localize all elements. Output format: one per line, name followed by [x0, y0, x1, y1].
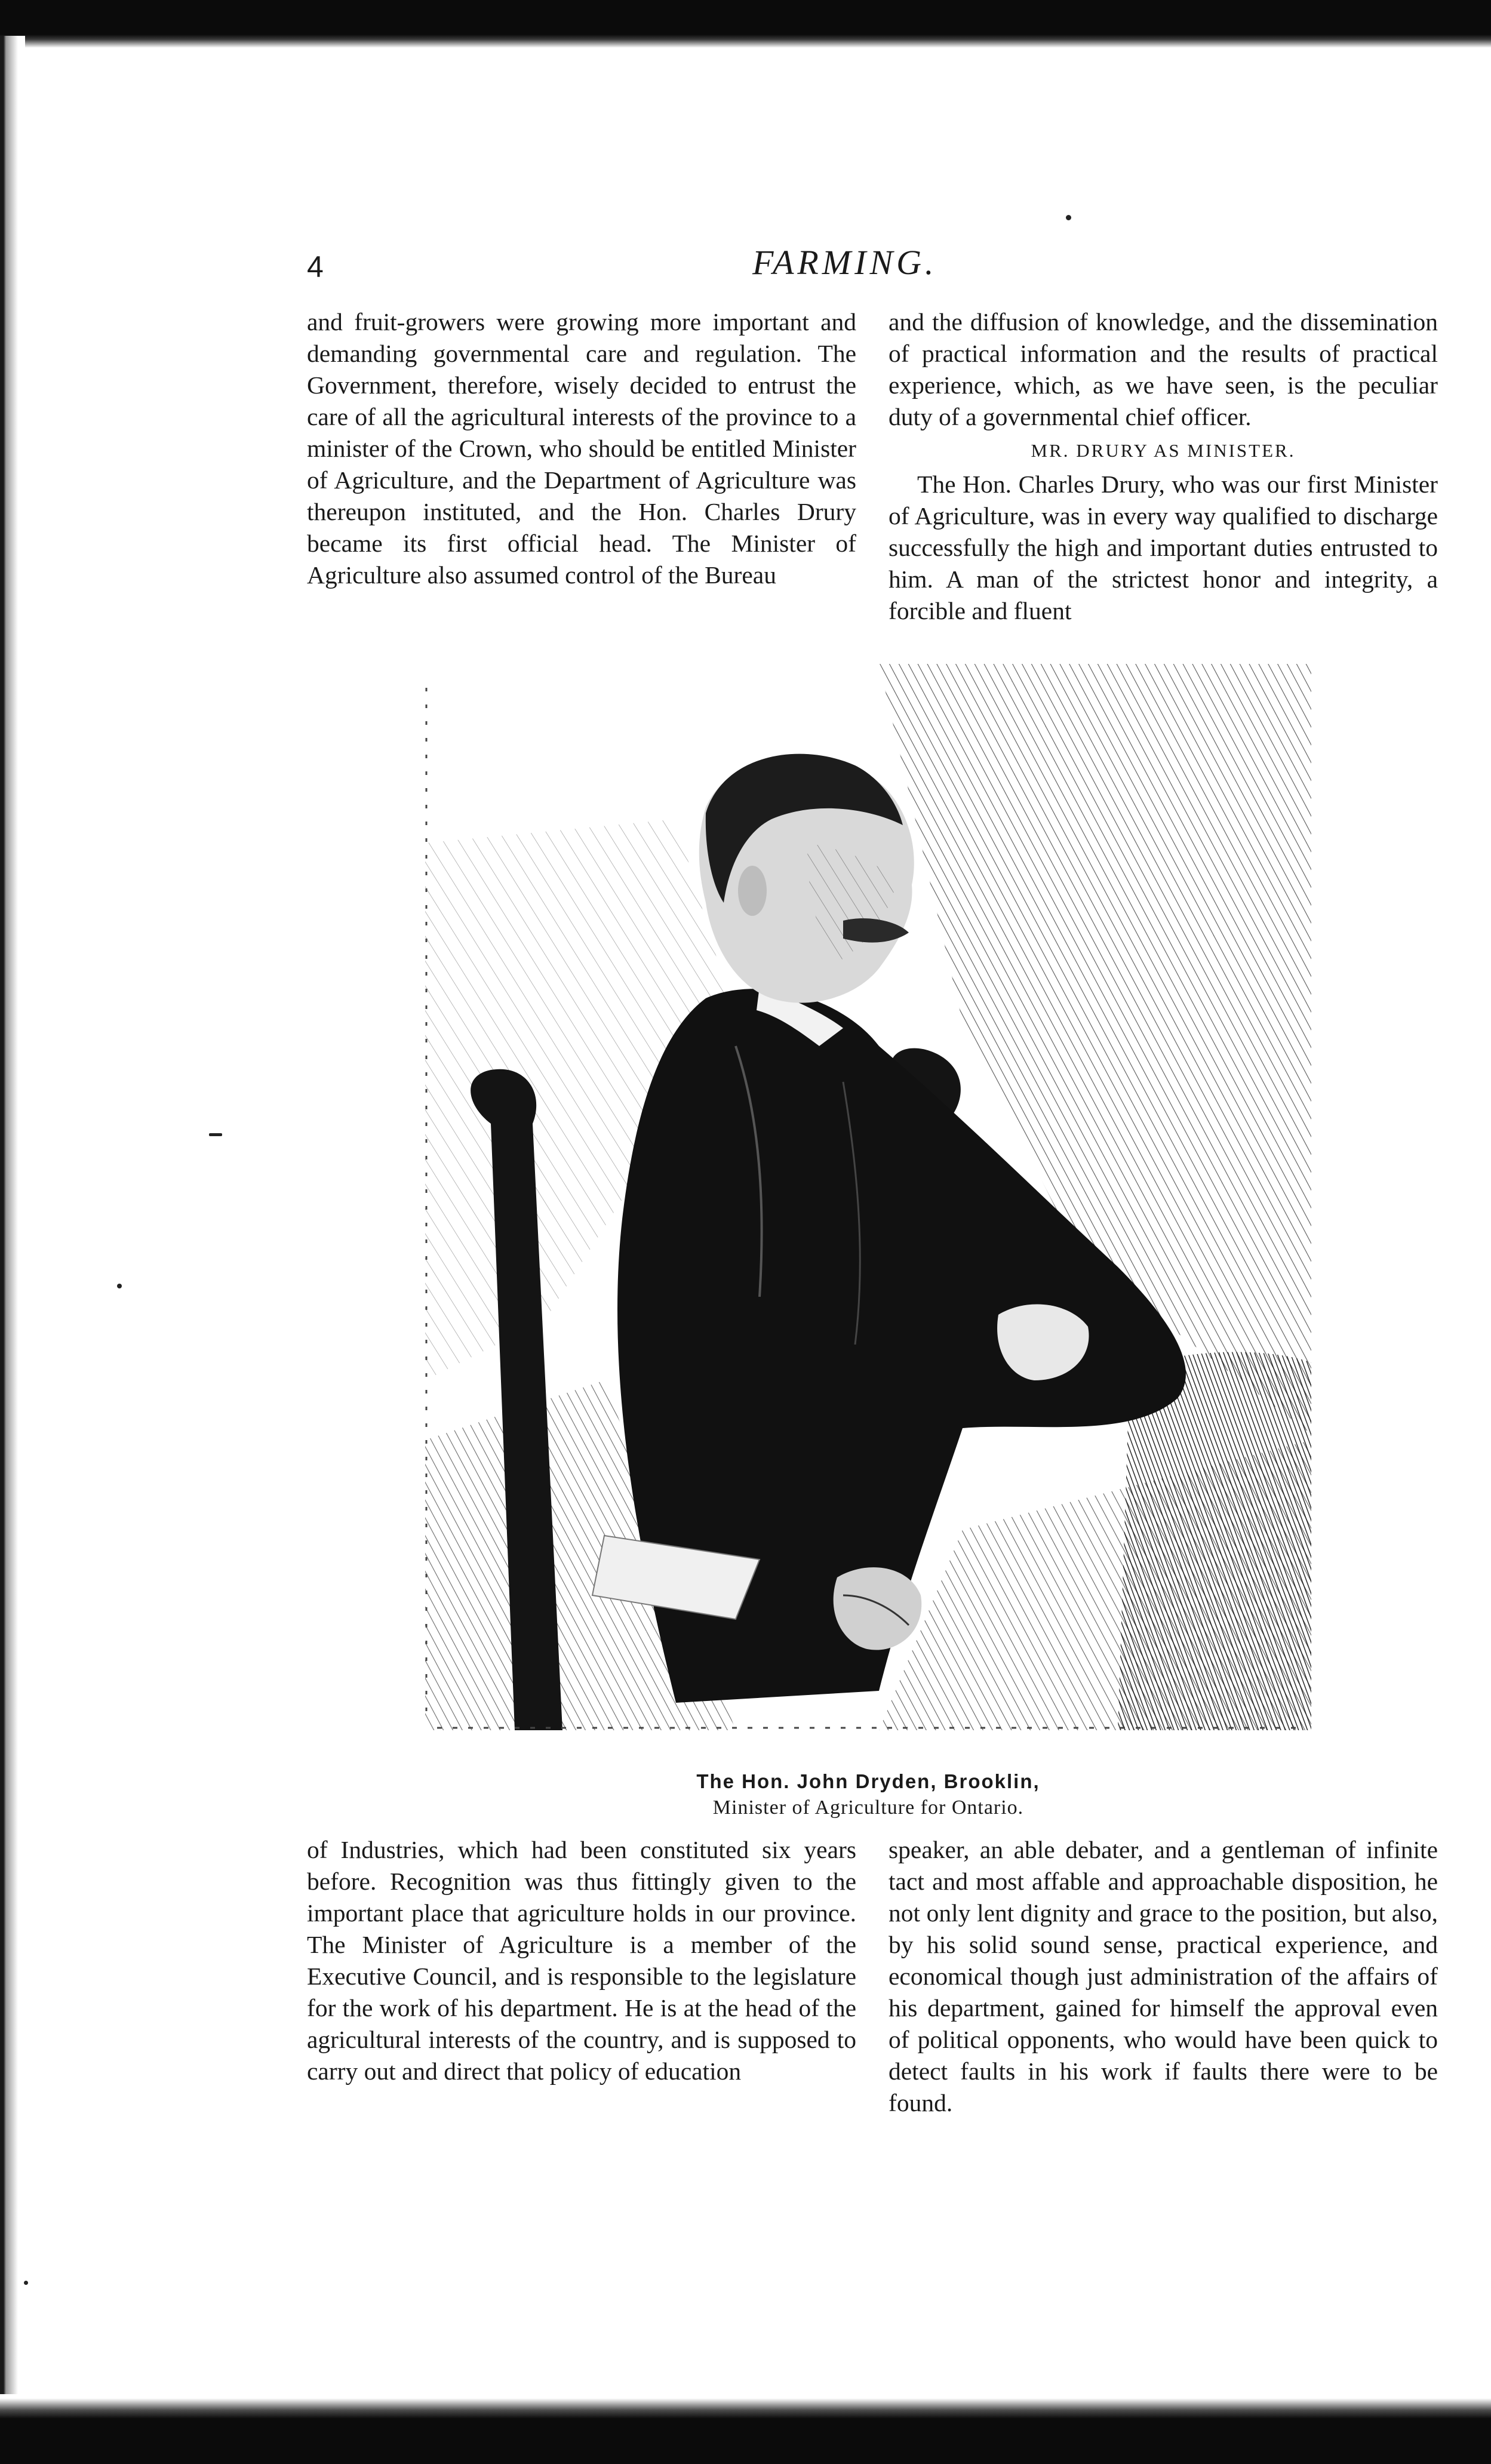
paragraph: of Industries, which had been constituted six years before. Recognition was thus fittingly given to the important place that agriculture holds in our province. The Minister of Agriculture is a member of the Executive Council, and is responsible to the legislature for the work of his department. He is at the head of the agricultural interests of the country, and is supposed to carry out and direct that policy of education: [307, 1836, 856, 2085]
scan-speck: [24, 2281, 28, 2285]
scan-border-left: [0, 36, 25, 2394]
running-head: FARMING.: [752, 243, 937, 282]
portrait-engraving: [425, 664, 1311, 1730]
column-right-bottom: [889, 1834, 1438, 2119]
page-number: 4: [307, 250, 324, 284]
paragraph: speaker, an able debater, and a gentleman of infinite tact and most affable and approachable disposition, he not only lent dignity and grace to the position, but also, by his solid sound sense, practical experience, and economical though just administration of the affairs of his department, gained for himself the approval even of political opponents, who would have been quick to detect faults in his work if faults there were to be found.: [889, 1836, 1438, 2117]
caption-name: The Hon. John Dryden, Brooklin,: [696, 1770, 1040, 1792]
section-subhead: MR. DRURY AS MINISTER.: [1031, 440, 1296, 461]
paragraph: and the diffusion of knowledge, and the dissemination of practical information and the results of practical experience, which, as we have seen, is the peculiar duty of a governmental chief officer.: [889, 308, 1438, 430]
paragraph: The Hon. Charles Drury, who was our first Minister of Agriculture, was in every way qualified to discharge successfully the high and important duties entrusted to him. A man of the strictest honor and integrity, a forcible and fluent: [889, 470, 1438, 625]
scan-speck: [117, 1284, 122, 1288]
column-left-top: [307, 306, 856, 591]
figure-caption: [425, 1768, 1311, 1821]
scan-border-top: [0, 0, 1491, 48]
column-right-top: [889, 306, 1438, 627]
scan-speck: [209, 1133, 222, 1136]
scan-speck: [1066, 215, 1071, 220]
column-left-bottom: [307, 1834, 856, 2087]
scan-border-bottom: [0, 2398, 1491, 2464]
caption-role: Minister of Agriculture for Ontario.: [712, 1797, 1024, 1819]
paragraph: and fruit-growers were growing more important and demanding governmental care and regulation. The Government, therefore, wisely decided to entrust the care of all the agricultural interests of the province to a minister of the Crown, who should be entitled Minister of Agriculture, and the Department of Agriculture was thereupon instituted, and the Hon. Charles Drury became its first official head. The Minister of Agriculture also assumed control of the Bureau: [307, 308, 856, 589]
